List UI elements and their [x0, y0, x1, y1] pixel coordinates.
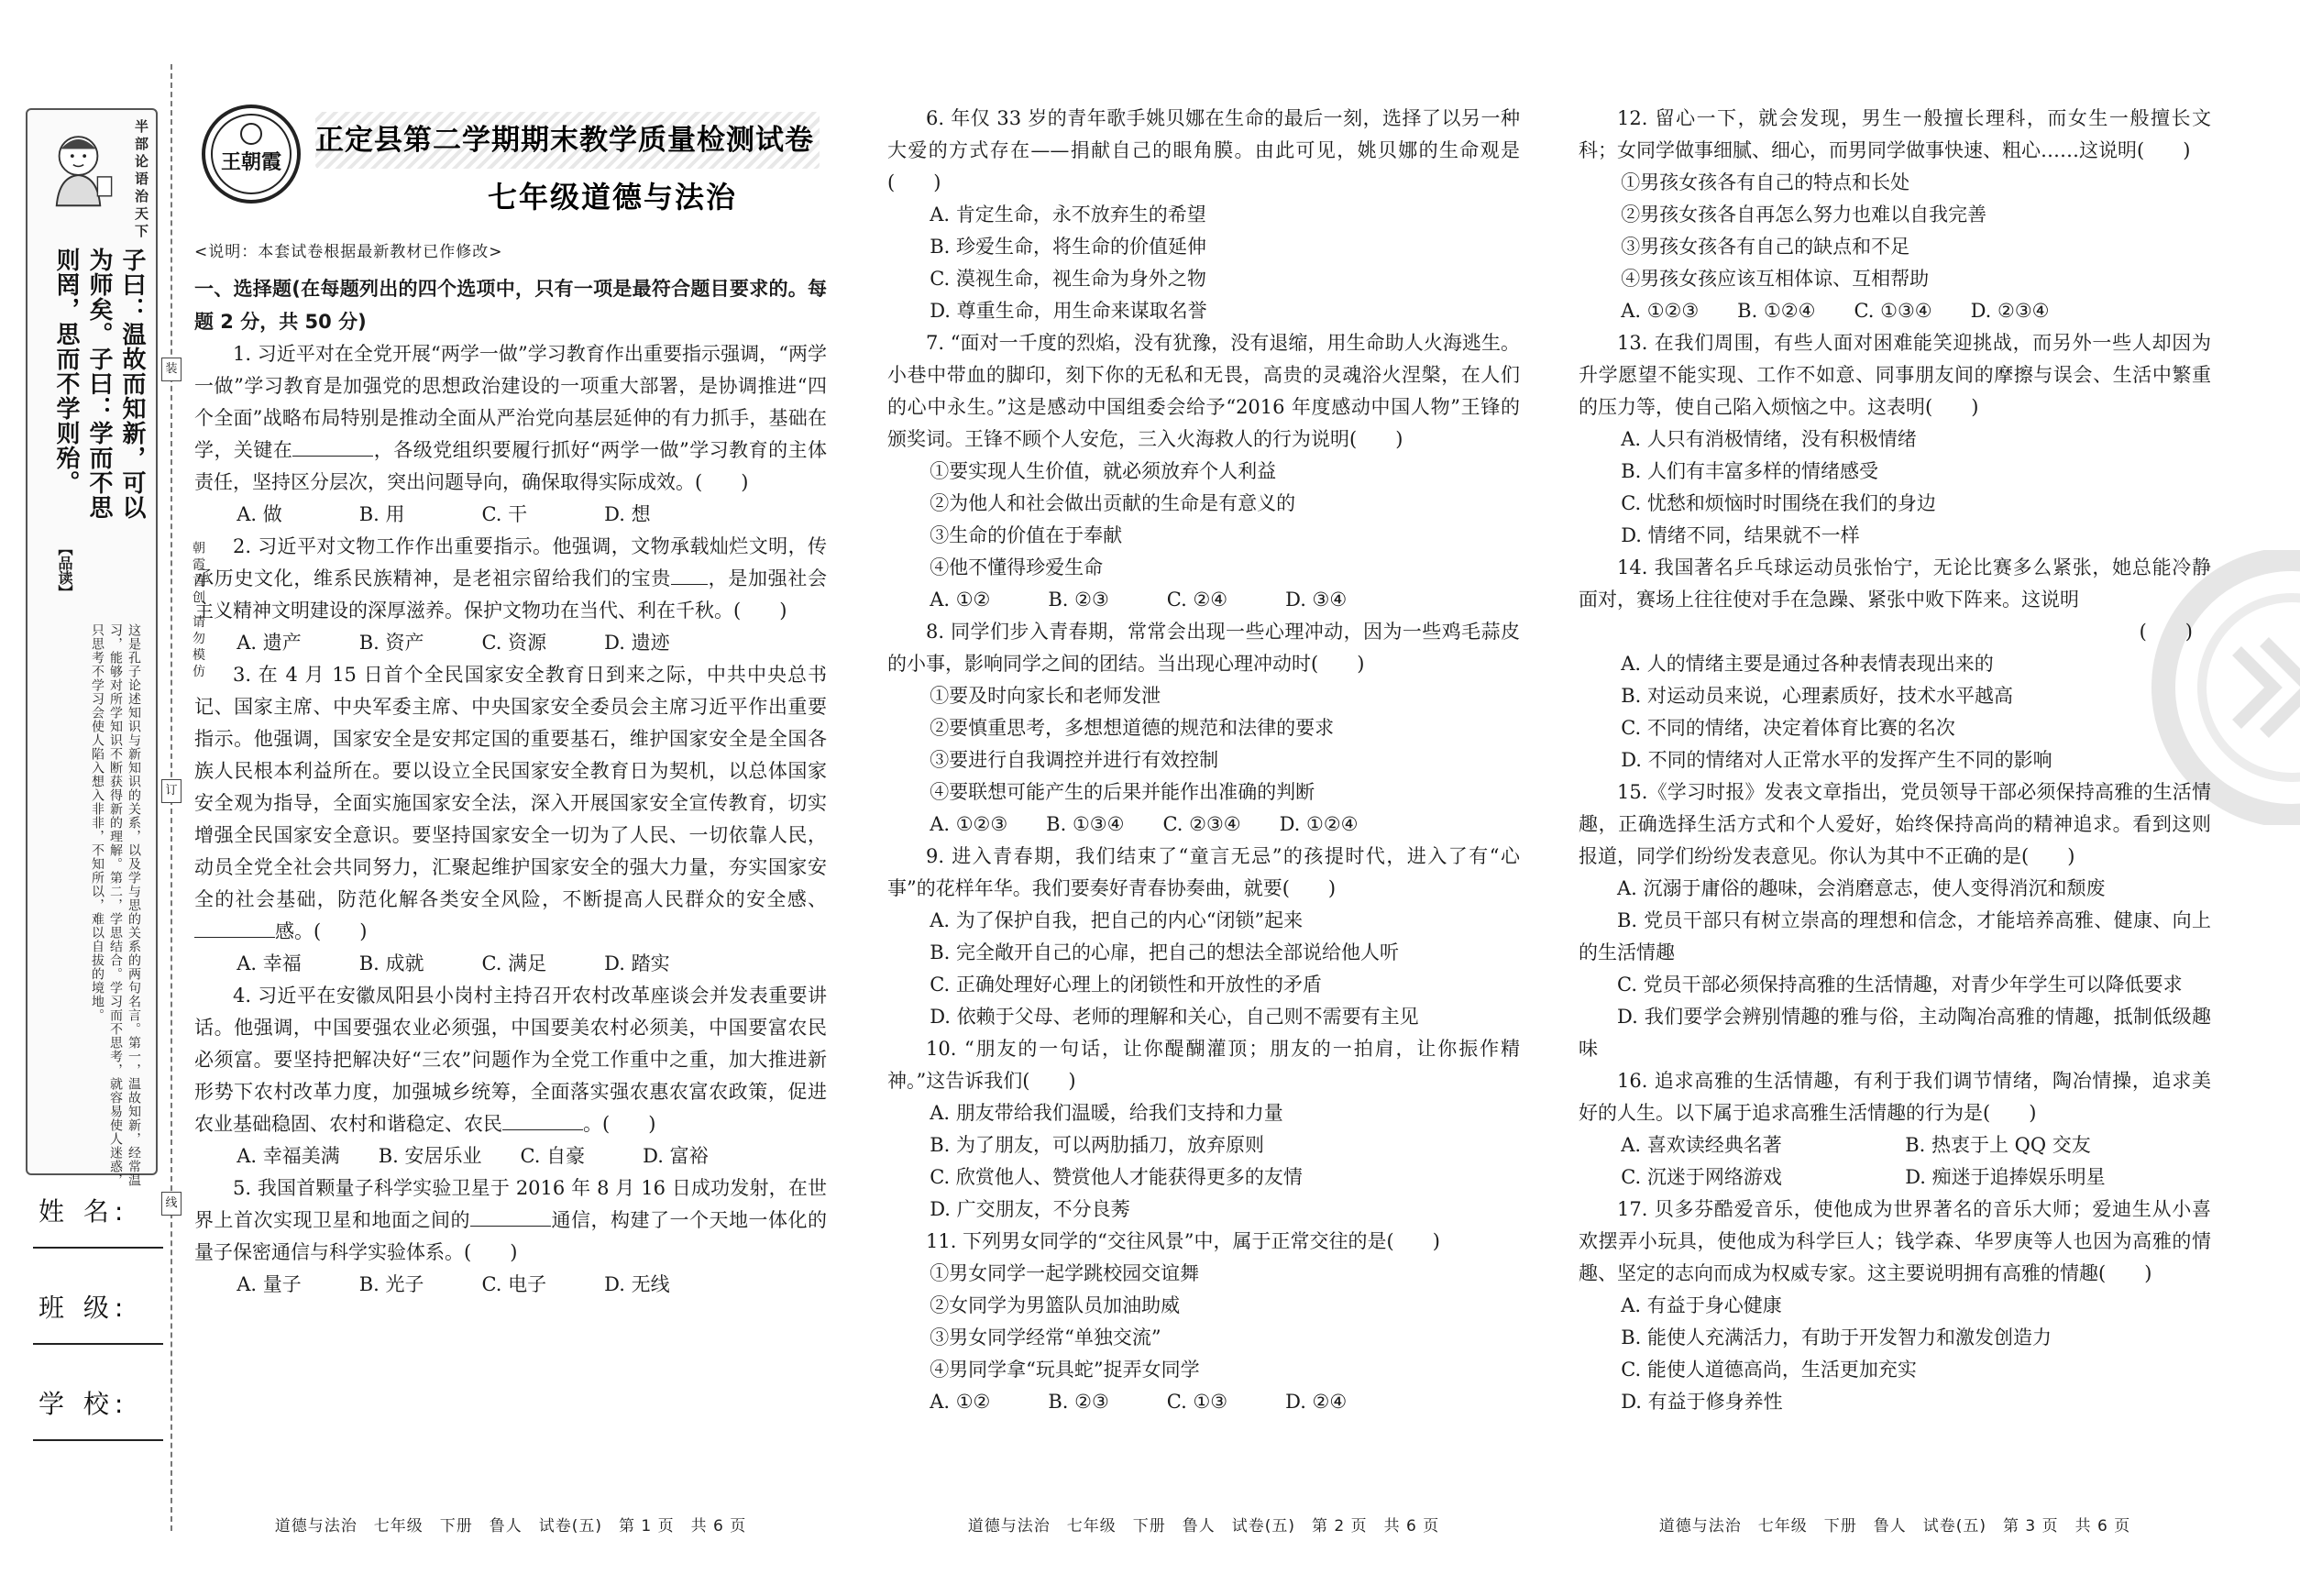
question-13: 13. 在我们周围，有些人面对困难能笑迎挑战，而另外一些人却因为升学愿望不能实现、工作不如意、同事朋友间的摩擦与误会、生活中繁重的压力等，使自己陷入烦恼之中。这表明( ) — [1579, 332, 2211, 418]
q11-item-4: ④男同学拿“玩具蛇”捉弄女同学 — [930, 1359, 1200, 1381]
school-field[interactable] — [26, 1384, 163, 1458]
exam-subtitle: 七年级道德与法治 — [488, 180, 738, 215]
q7-item-2: ②为他人和社会做出贡献的生命是有意义的 — [930, 492, 1296, 514]
question-7: 7. “面对一千度的烈焰，没有犹豫，没有退缩，用生命助人火海逃生。小巷中带血的脚印，刻下你的无私和无畏，高贵的灵魂浴火涅槃，在人们的心中永生。”这是感动中国组委会给予“2016 年度感动中国人物”王锋的颁奖词。王锋不顾个人安危，三入火海救人的行为说明( ) — [887, 332, 1520, 450]
question-9: 9. 进入青春期，我们结束了“童言无忌”的孩提时代，进入了有“心事”的花样年华。我们要奏好青春协奏曲，就要( ) — [887, 845, 1520, 899]
page-2 — [887, 0, 1520, 1596]
q17-option-b[interactable]: B. 能使人充满活力，有助于开发智力和激发创造力 — [1621, 1326, 2052, 1348]
q11-item-3: ③男女同学经常“单独交流” — [930, 1326, 1161, 1348]
page-footer: 道德与法治 七年级 下册 鲁人 试卷(五) 第 3 页 共 6 页 — [1658, 1517, 2131, 1535]
q9-option-b[interactable]: B. 完全敞开自己的心扉，把自己的想法全部说给他人听 — [930, 941, 1399, 963]
q6-option-a[interactable]: A. 肯定生命，永不放弃生的希望 — [930, 204, 1206, 226]
q14-answer-paren[interactable]: ( ) — [2139, 621, 2193, 643]
q7-item-4: ④他不懂得珍爱生命 — [930, 556, 1104, 578]
q8-item-2: ②要慎重思考，多想想道德的规范和法律的要求 — [930, 717, 1335, 739]
q17-option-d[interactable]: D. 有益于修身养性 — [1621, 1391, 1783, 1413]
q14-option-c[interactable]: C. 不同的情绪，决定着体育比赛的名次 — [1621, 717, 1955, 739]
q17-option-a[interactable]: A. 有益于身心健康 — [1621, 1294, 1782, 1316]
q16-options-row-2 — [1579, 1161, 2211, 1194]
q14-option-a[interactable]: A. 人的情绪主要是通过各种表情表现出来的 — [1621, 653, 1994, 675]
q10-option-c[interactable]: C. 欣赏他人、赞赏他人才能获得更多的友情 — [930, 1166, 1303, 1188]
q3-options[interactable]: A. 幸福 B. 成就 C. 满足 D. 踏实 — [237, 952, 670, 974]
exam-header — [194, 94, 827, 213]
reading-note-title: 【品读】 — [56, 541, 73, 600]
school-underline — [33, 1439, 163, 1441]
reading-note-text: 这是孔子论述知识与新知识的关系，以及学与思的关系的两句名言。第一，温故知新，经常温习，能够对所学知识不断获得新的理解。第二，学思结合。学习而不思考，就容易使人迷惑，只思考不学习会使人陷入想入非非，不知所以，难以自拔的境地。 — [90, 623, 141, 1187]
question-1: 1. 习近平对在全党开展“两学一做”学习教育作出重要指示强调，“两学一做”学习教育是加强党的思想政治建设的一项重大部署，是协调推进“四个全面”战略布局特别是推动全面从严治党向基层延伸的有力抓手，基础在学，关键在 ，各级党组织要履行抓好“两学一做”学习教育的主体责任，坚持区分层次，突出问题导向，确保取得实际成效。( ) — [194, 343, 827, 493]
logo-text: 王朝霞 — [220, 151, 282, 174]
page-3 — [1579, 0, 2211, 1596]
question-14: 14. 我国著名乒乓球运动员张怡宁，无论比赛多么紧张，她总能冷静面对，赛场上往往使对手在急躁、紧张中败下阵来。这说明 — [1579, 556, 2211, 611]
q12-item-2: ②男孩女孩各自再怎么努力也难以自我完善 — [1621, 204, 1987, 226]
page-footer: 道德与法治 七年级 下册 鲁人 试卷(五) 第 2 页 共 6 页 — [967, 1517, 1440, 1535]
q1-options[interactable]: A. 做 B. 用 C. 干 D. 想 — [237, 503, 651, 525]
q15-option-d[interactable]: D. 我们要学会辨别情趣的雅与俗，主动陶冶高雅的情趣，抵制低级趣味 — [1579, 1006, 2211, 1060]
question-5: 5. 我国首颗量子科学实验卫星于 2016 年 8 月 16 日成功发射，在世界上首次实现卫星和地面之间的 通信，构建了一个天地一体化的量子保密通信与科学实验体系。( ) — [194, 1177, 827, 1263]
q6-option-c[interactable]: C. 漠视生命，视生命为身外之物 — [930, 268, 1206, 290]
answer-blank[interactable] — [502, 1129, 583, 1130]
q10-option-b[interactable]: B. 为了朋友，可以两肋插刀，放弃原则 — [930, 1134, 1264, 1156]
school-label: 学 校: — [39, 1389, 129, 1419]
quote-box — [26, 108, 158, 1187]
q8-item-1: ①要及时向家长和老师发泄 — [930, 685, 1161, 707]
confucius-avatar-icon — [35, 123, 122, 210]
q11-item-2: ②女同学为男篮队员加油助威 — [930, 1294, 1181, 1316]
q8-item-4: ④要联想可能产生的后果并能作出准确的判断 — [930, 781, 1315, 803]
q10-option-d[interactable]: D. 广交朋友，不分良莠 — [930, 1198, 1130, 1220]
class-underline — [33, 1343, 163, 1345]
exam-title: 正定县第二学期期末教学质量检测试卷 — [315, 124, 814, 157]
answer-blank[interactable] — [470, 1226, 551, 1227]
confucius-quote: 子曰：温故而知新，可以为师矣。子曰：学而不思则罔，思而不学则殆。 — [52, 248, 146, 520]
binding-mark-mid: 订 — [161, 779, 182, 803]
name-field[interactable] — [26, 1192, 163, 1265]
q12-item-3: ③男孩女孩各有自己的缺点和不足 — [1621, 236, 1910, 258]
page-footer: 道德与法治 七年级 下册 鲁人 试卷(五) 第 1 页 共 6 页 — [274, 1517, 747, 1535]
answer-blank[interactable] — [292, 456, 373, 457]
name-label: 姓 名: — [39, 1196, 129, 1227]
question-4: 4. 习近平在安徽凤阳县小岗村主持召开农村改革座谈会并发表重要讲话。他强调，中国要强农业必须强，中国要美农村必须美，中国要富农民必须富。要坚持把解决好“三农”问题作为全党工作重中之重，加大推进新形势下农村改革力度，加强城乡统筹，全面落实强农惠农富农政策，促进农业基础稳固、农村和谐稳定、农民 。( ) — [194, 985, 827, 1135]
q16-option-c[interactable]: C. 沉迷于网络游戏 — [1621, 1166, 1782, 1188]
q7-item-1: ①要实现人生价值，就必须放弃个人利益 — [930, 460, 1277, 482]
answer-blank[interactable] — [671, 584, 708, 585]
q7-options[interactable]: A. ①② B. ②③ C. ②④ D. ③④ — [930, 589, 1348, 611]
exam-note: <说明：本套试卷根据最新教材已作修改> — [194, 243, 503, 261]
q15-option-b[interactable]: B. 党员干部只有树立崇高的理想和信念，才能培养高雅、健康、向上的生活情趣 — [1579, 909, 2211, 963]
q9-option-a[interactable]: A. 为了保护自我，把自己的内心“闭锁”起来 — [930, 909, 1304, 931]
q13-option-b[interactable]: B. 人们有丰富多样的情绪感受 — [1621, 460, 1878, 482]
answer-blank[interactable] — [194, 937, 275, 938]
q16-option-d[interactable]: D. 痴迷于追捧娱乐明星 — [1905, 1166, 2106, 1188]
q8-item-3: ③要进行自我调控并进行有效控制 — [930, 749, 1219, 771]
name-underline — [33, 1247, 163, 1249]
question-11: 11. 下列男女同学的“交往风景”中，属于正常交往的是( ) — [926, 1230, 1440, 1252]
q11-options[interactable]: A. ①② B. ②③ C. ①③ D. ②④ — [930, 1391, 1348, 1413]
binding-note: 朝霞首创 请勿模仿 — [191, 541, 205, 681]
binding-mark-top: 装 — [161, 358, 182, 381]
q11-item-1: ①男女同学一起学跳校园交谊舞 — [930, 1262, 1200, 1284]
question-3: 3. 在 4 月 15 日首个全民国家安全教育日到来之际，中共中央总书记、国家主席、中央军委主席、中央国家安全委员会主席习近平作出重要指示。他强调，国家安全是安邦定国的重要基石，维护国家安全是全国各族人民根本利益所在。要以设立全民国家安全教育日为契机，以总体国家安全观为指导，全面实施国家安全法，深入开展国家安全宣传教育，切实增强全民国家安全意识。要坚持国家安全一切为了人民、一切依靠人民，动员全党全社会共同努力，汇聚起维护国家安全的强大力量，夯实国家安全的社会基础，防范化解各类安全风险，不断提高人民群众的安全感、感。( ) — [194, 664, 827, 942]
q17-option-c[interactable]: C. 能使人道德高尚，生活更加充实 — [1621, 1359, 1917, 1381]
class-field[interactable] — [26, 1288, 163, 1361]
question-2: 2. 习近平对文物工作作出重要指示。他强调，文物承载灿烂文明，传承历史文化，维系民族精神，是老祖宗留给我们的宝贵 ，是加强社会主义精神文明建设的深厚滋养。保护文物功在当代、利在千秋。( ) — [194, 535, 827, 622]
sidebar-motto: 半部论语治天下 — [133, 119, 149, 241]
q12-item-4: ④男孩女孩应该互相体谅、互相帮助 — [1621, 268, 1930, 290]
publisher-logo-icon — [194, 97, 314, 212]
question-8: 8. 同学们步入青春期，常常会出现一些心理冲动，因为一些鸡毛蒜皮的小事，影响同学之间的团结。当出现心理冲动时( ) — [887, 621, 1520, 675]
q6-option-b[interactable]: B. 珍爱生命，将生命的价值延伸 — [930, 236, 1206, 258]
section-heading: 一、选择题(在每题列出的四个选项中，只有一项是最符合题目要求的。每题 2 分，共 50 分) — [194, 278, 827, 333]
class-label: 班 级: — [39, 1293, 129, 1323]
q10-option-a[interactable]: A. 朋友带给我们温暖，给我们支持和力量 — [930, 1102, 1283, 1124]
q2-options[interactable]: A. 遗产 B. 资产 C. 资源 D. 遗迹 — [237, 632, 670, 654]
q13-option-a[interactable]: A. 人只有消极情绪，没有积极情绪 — [1621, 428, 1917, 450]
q7-item-3: ③生命的价值在于奉献 — [930, 524, 1123, 546]
question-16: 16. 追求高雅的生活情趣，有利于我们调节情绪，陶冶情操，追求美好的人生。以下属于追求高雅生活情趣的行为是( ) — [1579, 1070, 2211, 1124]
q14-option-b[interactable]: B. 对运动员来说，心理素质好，技术水平越高 — [1621, 685, 2013, 707]
q9-option-d[interactable]: D. 依赖于父母、老师的理解和关心，自己则不需要有主见 — [930, 1006, 1419, 1028]
q13-option-d[interactable]: D. 情绪不同，结果就不一样 — [1621, 524, 1860, 546]
q16-option-b[interactable]: B. 热衷于上 QQ 交友 — [1905, 1134, 2091, 1156]
q6-option-d[interactable]: D. 尊重生命，用生命来谋取名誉 — [930, 300, 1207, 322]
question-6: 6. 年仅 33 岁的青年歌手姚贝娜在生命的最后一刻，选择了以另一种大爱的方式存在——捐献自己的眼角膜。由此可见，姚贝娜的生命观是( ) — [887, 107, 1520, 193]
q15-option-a[interactable]: A. 沉溺于庸俗的趣味，会消磨意志，使人变得消沉和颓废 — [1617, 877, 2106, 899]
q16-option-a[interactable]: A. 喜欢读经典名著 — [1621, 1134, 1782, 1156]
question-17: 17. 贝多芬酷爱音乐，使他成为世界著名的音乐大师；爱迪生从小喜欢摆弄小玩具，使他成为科学巨人；钱学森、华罗庚等人也因为高雅的情趣、坚定的志向而成为权威专家。这主要说明拥有高雅的情趣( ) — [1579, 1198, 2211, 1284]
q9-option-c[interactable]: C. 正确处理好心理上的闭锁性和开放性的矛盾 — [930, 974, 1322, 996]
binding-mark-bottom: 线 — [161, 1192, 182, 1216]
question-12: 12. 留心一下，就会发现，男生一般擅长理科，而女生一般擅长文科；女同学做事细腻、细心，而男同学做事快速、粗心……这说明( ) — [1579, 107, 2211, 161]
page-1 — [194, 0, 827, 1596]
q5-options[interactable]: A. 量子 B. 光子 C. 电子 D. 无线 — [237, 1273, 670, 1295]
question-10: 10. “朋友的一句话，让你醍醐灌顶；朋友的一拍肩，让你振作精神。”这告诉我们( ) — [887, 1038, 1520, 1092]
q12-item-1: ①男孩女孩各有自己的特点和长处 — [1621, 171, 1910, 193]
q13-option-c[interactable]: C. 忧愁和烦恼时时围绕在我们的身边 — [1621, 492, 1936, 514]
q4-options[interactable]: A. 幸福美满 B. 安居乐业 C. 自豪 D. 富裕 — [237, 1145, 709, 1167]
q8-options[interactable]: A. ①②③ B. ①③④ C. ②③④ D. ①②④ — [930, 813, 1359, 835]
question-15: 15.《学习时报》发表文章指出，党员领导干部必须保持高雅的生活情趣，正确选择生活方式和个人爱好，始终保持高尚的精神追求。看到这则报道，同学们纷纷发表意见。你认为其中不正确的是( ) — [1579, 781, 2211, 867]
q15-option-c[interactable]: C. 党员干部必须保持高雅的生活情趣，对青少年学生可以降低要求 — [1617, 974, 2183, 996]
q14-option-d[interactable]: D. 不同的情绪对人正常水平的发挥产生不同的影响 — [1621, 749, 2052, 771]
q16-options-row-1 — [1579, 1129, 2211, 1161]
q12-options[interactable]: A. ①②③ B. ①②④ C. ①③④ D. ②③④ — [1621, 300, 2050, 322]
